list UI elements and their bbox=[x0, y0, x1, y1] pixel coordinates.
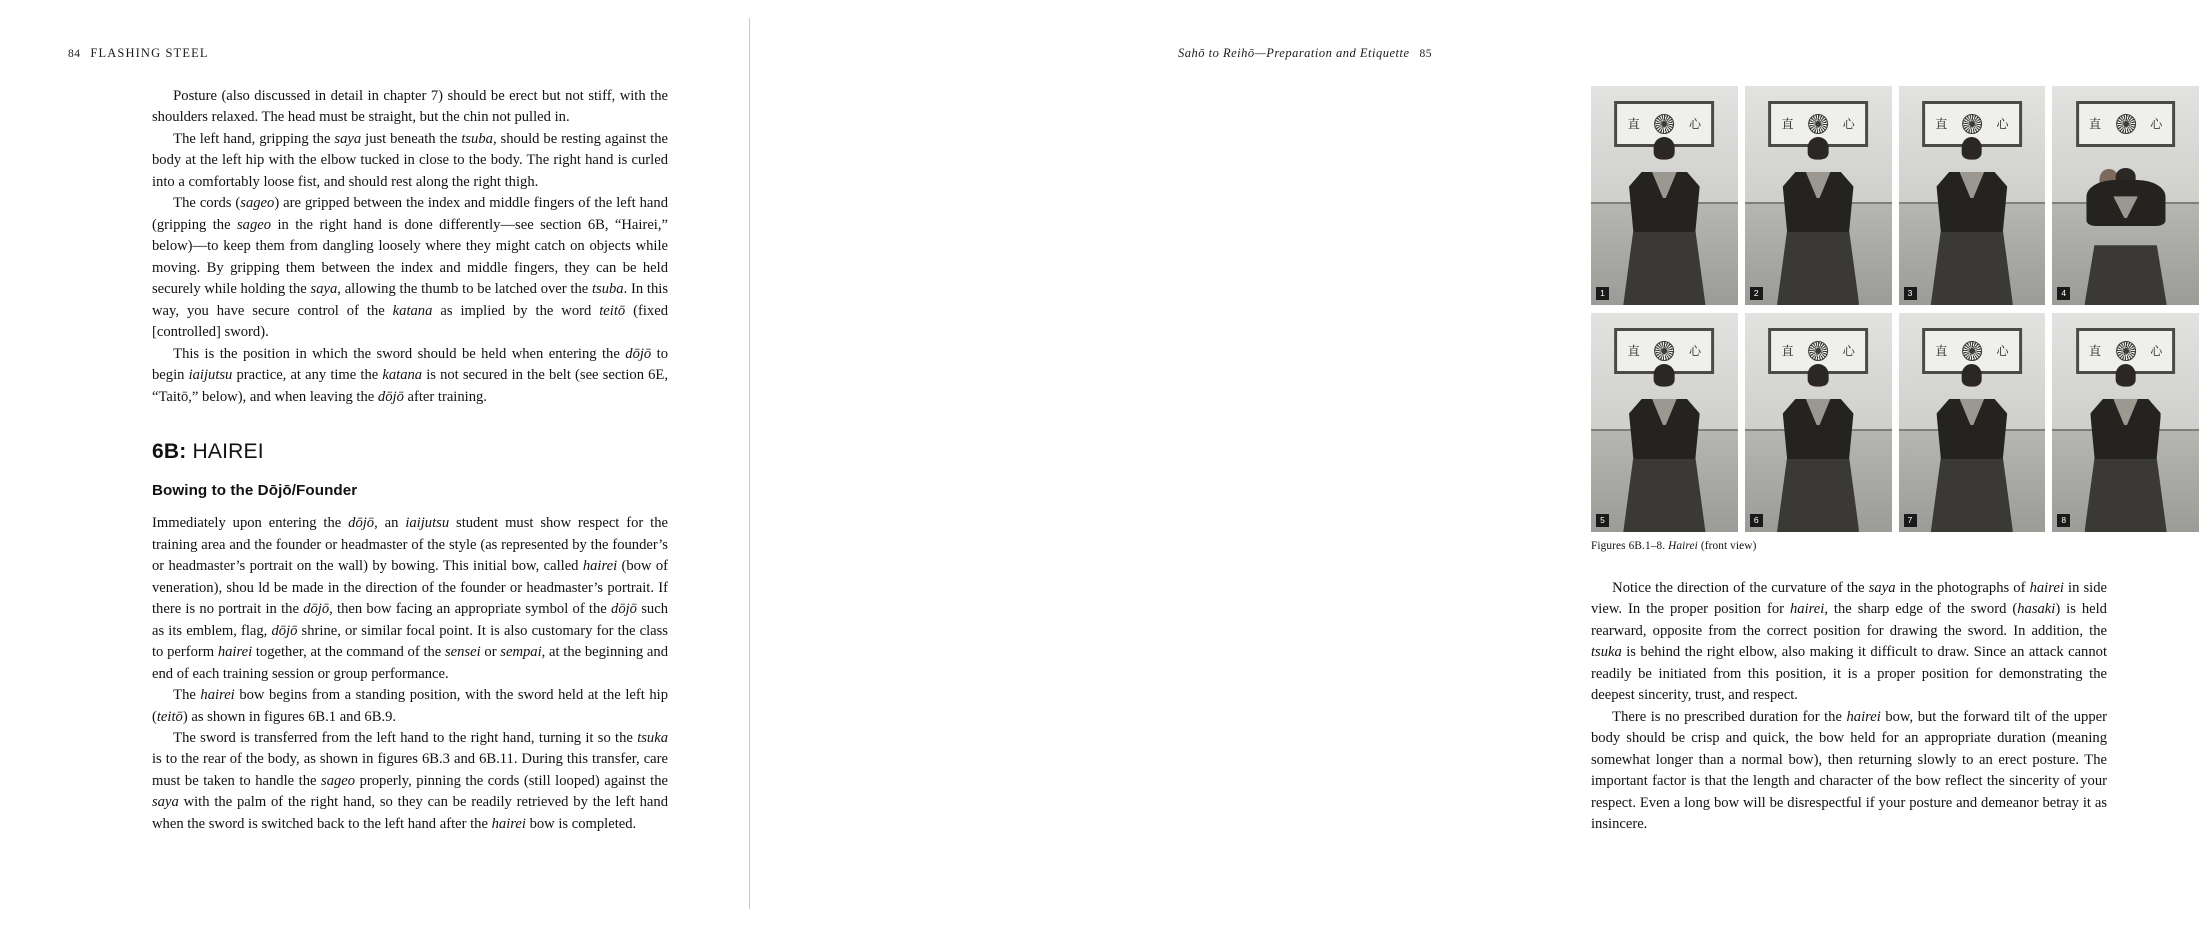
figure-hakama bbox=[1623, 459, 1705, 532]
kanji-glyph-right: 心 bbox=[2150, 117, 2163, 132]
section-title: HAIREI bbox=[192, 440, 264, 464]
paragraph: The cords (sageo) are gripped between the index and middle fingers of the left hand (gripping the sageo in the right hand is done differently—see section 6B, “Hairei,” below)—to keep them from dangling loosely where they might catch on objects while moving. By gripping them between the index and middle fingers, they can be held securely while holding the saya, allowing the thumb to be latched over the tsuba. In this way, you have secure control of the katana as implied by the word teitō (fixed [controlled] sword). bbox=[152, 195, 669, 341]
photo-plate bbox=[1899, 313, 2046, 532]
figure-hair bbox=[1654, 364, 1675, 386]
chrysanthemum-crest-icon bbox=[1962, 341, 1982, 361]
kanji-glyph-right: 心 bbox=[1842, 344, 1855, 359]
kanji-glyph-right: 心 bbox=[1996, 117, 2009, 132]
chrysanthemum-crest-icon bbox=[2116, 114, 2136, 134]
practitioner-figure bbox=[1623, 139, 1705, 305]
figure-hair bbox=[1654, 137, 1675, 159]
practitioner-figure bbox=[2085, 169, 2167, 305]
kanji-glyph-left: 直 bbox=[1627, 344, 1640, 359]
photo-plate bbox=[1591, 313, 1738, 532]
practitioner-figure bbox=[2085, 366, 2167, 532]
kanji-glyph-left: 直 bbox=[1935, 344, 1948, 359]
figure-hakama bbox=[1931, 459, 2013, 532]
photo-plate bbox=[2052, 313, 2199, 532]
kanji-glyph-right: 心 bbox=[1688, 117, 1701, 132]
kanji-glyph-left: 直 bbox=[2089, 117, 2102, 132]
photo-plate bbox=[1591, 86, 1738, 305]
figure-hakama bbox=[2085, 459, 2167, 532]
plate-number: 7 bbox=[1904, 514, 1917, 527]
practitioner-figure bbox=[1777, 366, 1859, 532]
photo-plate-grid bbox=[1591, 86, 2199, 532]
photo-plate bbox=[2052, 86, 2199, 305]
paragraph: The hairei bow begins from a standing position, with the sword held at the left hip (teitō) as shown in figures 6B.1 and 6B.9. bbox=[152, 687, 668, 725]
practitioner-figure bbox=[1931, 366, 2013, 532]
figure-hair bbox=[1808, 364, 1829, 386]
figure-hakama bbox=[1623, 232, 1705, 305]
right-page bbox=[750, 0, 2163, 927]
section-number: 6B: bbox=[152, 440, 187, 464]
figure-hakama bbox=[1931, 232, 2013, 305]
figure-hakama bbox=[1777, 459, 1859, 532]
figure-hakama bbox=[1777, 232, 1859, 305]
chrysanthemum-crest-icon bbox=[1808, 341, 1828, 361]
photo-plate bbox=[1745, 313, 1892, 532]
kanji-glyph-right: 心 bbox=[2150, 344, 2163, 359]
figure-hair bbox=[1962, 364, 1983, 386]
right-text-column bbox=[1591, 578, 2107, 836]
plate-number: 1 bbox=[1596, 287, 1609, 300]
left-page bbox=[0, 0, 750, 927]
paragraph: The sword is transferred from the left hand to the right hand, turning it so the tsuka is to the rear of the body, as shown in figures 6B.3 and 6B.11. During this transfer, care must be taken to handle the sageo properly, pinning the cords (still looped) against the saya with the palm of the right hand, so they can be readily retrieved by the left hand when the sword is switched back to the left hand after the hairei bow is completed. bbox=[152, 730, 668, 832]
kanji-glyph-left: 直 bbox=[1781, 117, 1794, 132]
chrysanthemum-crest-icon bbox=[2116, 341, 2136, 361]
chrysanthemum-crest-icon bbox=[1654, 341, 1674, 361]
practitioner-figure bbox=[1623, 366, 1705, 532]
kanji-glyph-left: 直 bbox=[1627, 117, 1640, 132]
kanji-glyph-right: 心 bbox=[1688, 344, 1701, 359]
plate-number: 8 bbox=[2057, 514, 2070, 527]
plate-number: 5 bbox=[1596, 514, 1609, 527]
right-running-head bbox=[1178, 46, 1432, 61]
paragraph: This is the position in which the sword should be held when entering the dōjō to begin iaijutsu practice, at any time the katana is not secured in the belt (see section 6E, “Taitō,” below), and when leaving the dōjō after training. bbox=[152, 345, 668, 405]
book-title: FLASHING STEEL bbox=[90, 46, 209, 60]
kanji-glyph-left: 直 bbox=[1935, 117, 1948, 132]
kanji-glyph-left: 直 bbox=[2089, 344, 2102, 359]
paragraph: Notice the direction of the curvature of the saya in the photographs of hairei in side view. In the proper position for hairei, the sharp edge of the sword (hasaki) is held rearward, opposite from the correct position for drawing the sword. In addition, the tsuka is behind the right elbow, also making it difficult to draw. Since an attack cannot readily be initiated from this position, it is a proper position for demonstrating the deepest sincerity, trust, and respect. bbox=[1591, 580, 2107, 704]
chrysanthemum-crest-icon bbox=[1962, 114, 1982, 134]
chapter-title: Sahō to Reihō—Preparation and Etiquette bbox=[1177, 46, 1410, 60]
chrysanthemum-crest-icon bbox=[1808, 114, 1828, 134]
left-running-head bbox=[68, 46, 209, 61]
kanji-glyph-left: 直 bbox=[1781, 344, 1794, 359]
figure-hair bbox=[2115, 364, 2136, 386]
left-text-column bbox=[152, 86, 668, 835]
practitioner-figure bbox=[1931, 139, 2013, 305]
plate-number: 2 bbox=[1750, 287, 1763, 300]
kanji-glyph-right: 心 bbox=[1996, 344, 2009, 359]
plate-number: 4 bbox=[2057, 287, 2070, 300]
subsection-heading: Bowing to the Dōjō/Founder bbox=[152, 481, 358, 499]
right-page-number: 85 bbox=[1419, 48, 1432, 60]
kanji-glyph-right: 心 bbox=[1842, 117, 1855, 132]
chrysanthemum-crest-icon bbox=[1654, 114, 1674, 134]
photo-plate bbox=[1899, 86, 2046, 305]
photo-plate bbox=[1745, 86, 1892, 305]
plate-number: 3 bbox=[1904, 287, 1917, 300]
paragraph: Posture (also discussed in detail in chapter 7) should be erect but not stiff, with the shoulders relaxed. The head must be straight, but the chin not pulled in. bbox=[152, 88, 668, 126]
practitioner-figure bbox=[1777, 139, 1859, 305]
calligraphy-frame bbox=[2076, 101, 2176, 147]
figure-hair bbox=[1808, 137, 1829, 159]
paragraph: There is no prescribed duration for the hairei bow, but the forward tilt of the upper body should be crisp and quick, the bow held for an appropriate duration (meaning somewhat longer than a normal bow), then returning slowly to an erect posture. The important factor is that the length and character of the bow reflect the sincerity of your respect. Even a long bow will be disrespectful if your posture and demeanor betray it as insincere. bbox=[1591, 708, 2107, 833]
paragraph: Immediately upon entering the dōjō, an iaijutsu student must show respect for the training area and the founder or headmaster of the style (as represented by the founder’s or headmaster’s portrait on the wall) by bowing. This initial bow, called hairei (bow of veneration), shou ld be made in the direction of the founder or headmaster’s portrait. If there is no portrait in the dōjō, then bow facing an appropriate symbol of the dōjō such as its emblem, flag, dōjō shrine, or similar focal point. It is also customary for the class to perform hairei together, at the command of the sensei or sempai, at the beginning and end of each training session or group performance. bbox=[152, 515, 668, 682]
left-page-number: 84 bbox=[68, 48, 81, 60]
figure-hair bbox=[1962, 137, 1983, 159]
section-heading bbox=[152, 437, 668, 468]
figure-caption: Figures 6B.1–8. Hairei (front view) bbox=[1591, 540, 1757, 552]
figure-hakama bbox=[2085, 245, 2167, 305]
plate-number: 6 bbox=[1750, 514, 1763, 527]
paragraph: The left hand, gripping the saya just beneath the tsuba, should be resting against the body at the left hip with the elbow tucked in close to the body. The right hand is curled into a comfortably loose fist, and should rest along the right thigh. bbox=[152, 130, 668, 190]
